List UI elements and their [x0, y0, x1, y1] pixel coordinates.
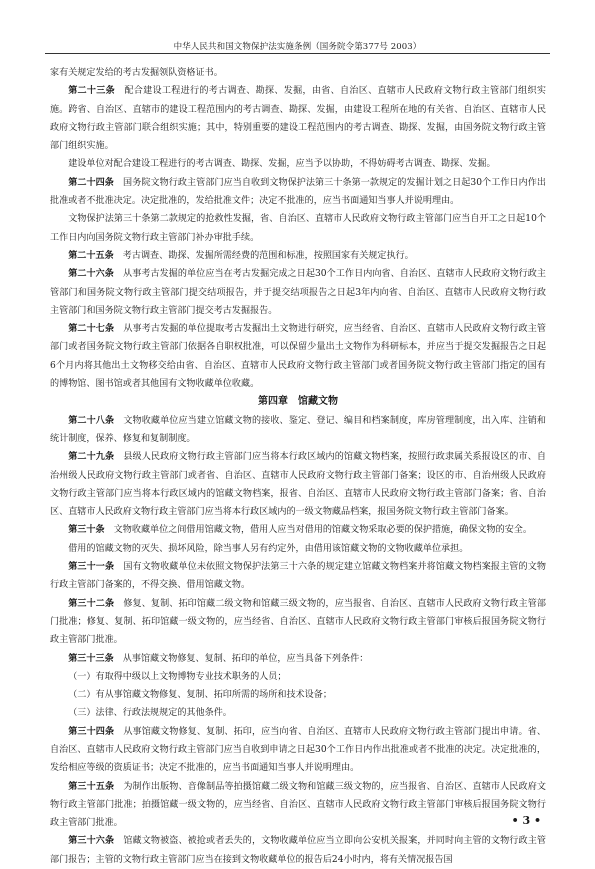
paragraph-text: 从事考古发掘的单位提取考古发掘出土文物进行研究，应当经省、自治区、直辖市人民政府文物行政主管部门或者国务院文物行政主管部门依据各自职权批准，可以保留少量出土文物作为科研标本，并应当于提交发掘报告之日起6个月内将其他出土文物移交给由省、自治区、直辖市人民政府文物行政主管部门或者国务院文物行政主管部门指定的国有的博物馆、图书馆或者其他国有文物收藏单位收藏。 — [50, 324, 546, 390]
paragraph — [50, 155, 546, 173]
article-paragraph — [50, 723, 546, 778]
article-paragraph — [50, 595, 546, 650]
paragraph-text: 配合建设工程进行的考古调查、勘探、发掘，由省、自治区、直辖市人民政府文物行政主管部门组织实施。跨省、自治区、直辖市的建设工程范围内的考古调查、勘探、发掘，由建设工程所在地的有关省、自治区、直辖市人民政府文物行政主管部门联合组织实施；其中，特别重要的建设工程范围内的考古调查、勘探、发掘，由国务院文物行政主管部门组织实施。 — [50, 86, 546, 152]
paragraph-text: 为制作出版物、音像制品等拍摄馆藏二级文物和馆藏三级文物的，应当报省、自治区、直辖市人民政府文物行政主管部门批准；拍摄馆藏一级文物的，应当经省、自治区、直辖市人民政府文物行政主管部门审核后报国务院文物行政主管部门批准。 — [50, 781, 546, 829]
paragraph-text: 借用的馆藏文物的灭失、损坏风险，除当事人另有约定外，由借用该馆藏文物的文物收藏单位承担。 — [68, 543, 469, 554]
article-number: 第二十九条 — [68, 452, 115, 463]
article-paragraph — [50, 778, 546, 833]
paragraph-text: 从事馆藏文物修复、复制、拓印的单位，应当具备下列条件： — [113, 653, 369, 664]
article-number: 第三十二条 — [68, 598, 115, 609]
paragraph — [50, 210, 546, 247]
paragraph-text: 家有关规定发给的考古发掘领队资格证书。 — [50, 68, 223, 78]
paragraph-text: 修复、复制、拓印馆藏二级文物和馆藏三级文物的，应当报省、自治区、直辖市人民政府文物行政主管部门批准；修复、复制、拓印馆藏一级文物的，应当经省、自治区、直辖市人民政府文物行政主管部门审核后报国务院文物行政主管部门批准。 — [50, 598, 546, 646]
running-header: 中华人民共和国文物保护法实施条例（国务院令第377号 2003） — [173, 42, 422, 52]
article-number: 第二十八条 — [68, 415, 115, 426]
article-number: 第二十七条 — [68, 324, 115, 335]
article-paragraph — [50, 448, 546, 521]
paragraph-text: （二）有从事馆藏文物修复、复制、拓印所需的场所和技术设备； — [68, 690, 332, 701]
article-paragraph — [50, 650, 546, 668]
paragraph — [50, 540, 546, 558]
paragraph — [50, 668, 546, 686]
paragraph-text: 考古调查、勘探、发掘所需经费的范围和标准，按照国家有关规定执行。 — [113, 250, 414, 261]
article-number: 第二十四条 — [68, 177, 114, 188]
page-number: • 3 • — [511, 814, 541, 827]
article-number: 第二十五条 — [68, 250, 114, 261]
article-number: 第三十五条 — [68, 781, 115, 792]
article-number: 第三十三条 — [68, 653, 114, 664]
article-number: 第三十四条 — [68, 726, 115, 737]
paragraph-text: 国有文物收藏单位未依照文物保护法第三十六条的规定建立馆藏文物档案并将馆藏文物档案报主管的文物行政主管部门备案的，不得交换、借用馆藏文物。 — [50, 562, 546, 591]
paragraph-text: 文物收藏单位应当建立馆藏文物的接收、鉴定、登记、编目和档案制度，库房管理制度，出入库、注销和统计制度，保养、修复和复制制度。 — [50, 415, 546, 444]
paragraph — [50, 704, 546, 722]
article-number: 第三十一条 — [68, 562, 115, 573]
chapter-heading: 第四章 馆藏文物 — [258, 396, 338, 408]
document-body — [50, 64, 546, 869]
paragraph-text: 从事考古发掘的单位应当在考古发掘完成之日起30个工作日内向省、自治区、直辖市人民政府文物行政主管部门和国务院文物行政主管部门提交结项报告，并于提交结项报告之日起3年内向省、自治区、直辖市人民政府文物行政主管部门和国务院文物行政主管部门提交考古发掘报告。 — [50, 269, 546, 316]
article-paragraph — [50, 82, 546, 155]
article-paragraph — [50, 412, 546, 449]
article-number: 第二十六条 — [68, 269, 114, 280]
paragraph-text: 县级人民政府文物行政主管部门应当将本行政区域内的馆藏文物档案，按照行政隶属关系报设区的市、自治州级人民政府文物行政主管部门或者省、自治区、直辖市人民政府文物行政主管部门备案；设区的市、自治州级人民政府文物行政主管部门应当将本行政区域内的馆藏文物档案，报省、自治区、直辖市人民政府文物行政主管部门备案；省、自治区、直辖市人民政府文物行政主管部门应当将本行政区域内的一级文物藏品档案，报国务院文物行政主管部门备案。 — [50, 452, 546, 518]
article-paragraph — [50, 558, 546, 595]
paragraph — [50, 686, 546, 704]
article-paragraph — [50, 832, 546, 869]
paragraph-text: 文物收藏单位之间借用馆藏文物，借用人应当对借用的馆藏文物采取必要的保护措施，确保文物的安全。 — [104, 525, 532, 536]
paragraph-text: 馆藏文物被盗、被抢或者丢失的，文物收藏单位应当立即向公安机关报案，并同时向主管的文物行政主管部门报告；主管的文物行政主管部门应当在接到文物收藏单位的报告后24小时内，将有关情况报告国 — [50, 836, 546, 865]
header-rule — [45, 53, 550, 54]
article-paragraph — [50, 521, 546, 539]
article-number: 第二十三条 — [68, 86, 116, 97]
article-number: 第三十六条 — [68, 836, 115, 847]
article-number: 第三十条 — [68, 525, 105, 536]
paragraph-text: 文物保护法第三十条第二款规定的抢救性发掘，省、自治区、直辖市人民政府文物行政主管部门应当自开工之日起10个工作日内向国务院文物行政主管部门补办审批手续。 — [50, 214, 546, 243]
article-paragraph — [50, 174, 546, 211]
paragraph-text: （三）法律、行政法规规定的其他条件。 — [68, 708, 232, 719]
article-paragraph — [50, 265, 546, 320]
paragraph-text: 从事馆藏文物修复、复制、拓印，应当向省、自治区、直辖市人民政府文物行政主管部门提出申请。省、自治区、直辖市人民政府文物行政主管部门应当自收到申请之日起30个工作日内作出批准或者不批准的决定。决定批准的，发给相应等级的资质证书；决定不批准的，应当书面通知当事人并说明理由。 — [50, 726, 546, 774]
article-paragraph — [50, 247, 546, 265]
paragraph-text: （一）有取得中级以上文物博物专业技术职务的人员； — [68, 671, 287, 682]
paragraph-text: 国务院文物行政主管部门应当自收到文物保护法第三十条第一款规定的发掘计划之日起30个工作日内作出批准或者不批准决定。决定批准的，发给批准文件；决定不批准的，应当书面通知当事人并说明理由。 — [50, 177, 546, 207]
paragraph — [50, 64, 546, 82]
article-paragraph — [50, 320, 546, 393]
paragraph-text: 建设单位对配合建设工程进行的考古调查、勘探、发掘，应当予以协助，不得妨碍考古调查、勘探、发掘。 — [68, 159, 496, 170]
